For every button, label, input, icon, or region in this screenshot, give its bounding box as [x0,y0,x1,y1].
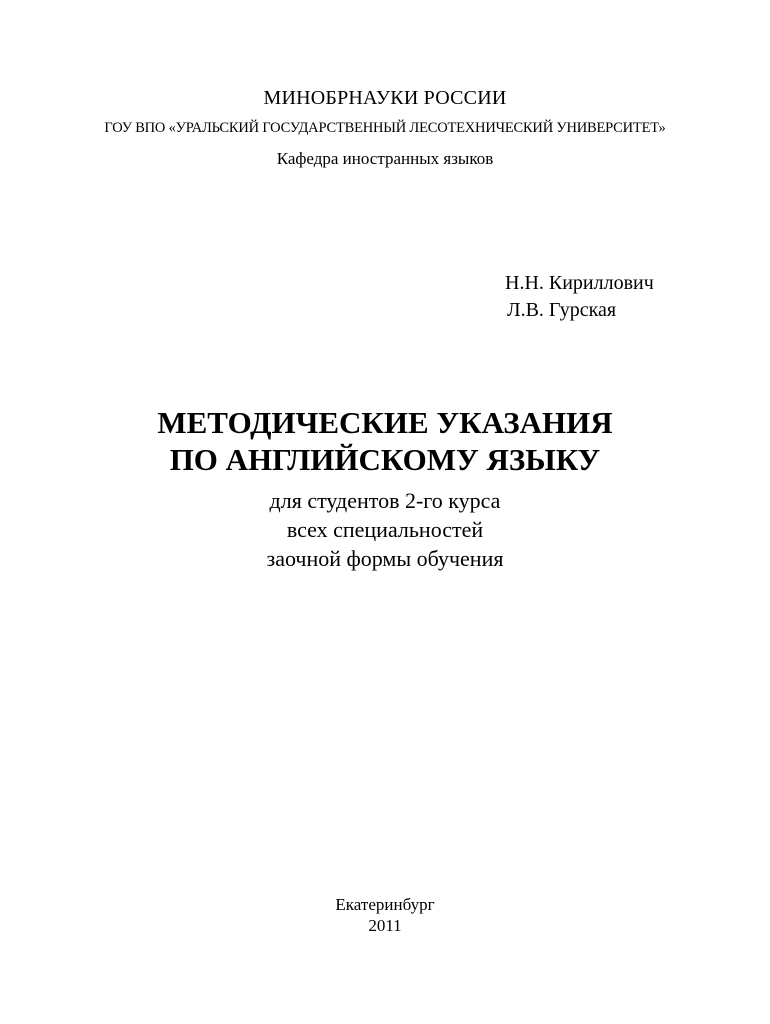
subtitle-line-3: заочной формы обучения [266,546,504,571]
author-gurskaya: Л.В. Гурская [507,299,617,321]
department-name: Кафедра иностранных языков [276,149,494,168]
title-line-1: МЕТОДИЧЕСКИЕ УКАЗАНИЯ [157,405,613,440]
university-name: ГОУ ВПО «УРАЛЬСКИЙ ГОСУДАРСТВЕННЫЙ ЛЕСОТЕХНИЧЕСКИЙ УНИВЕРСИТЕТ» [104,120,666,136]
publication-year: 2011 [368,916,402,935]
publication-city: Екатеринбург [335,895,435,914]
subtitle-line-1: для студентов 2-го курса [269,488,501,513]
document-subtitle [0,486,770,573]
document-title [0,404,770,478]
subtitle-line-2: всех специальностей [286,517,484,542]
ministry-name: МИНОБРНАУКИ РОССИИ [263,87,507,109]
title-line-2: ПО АНГЛИЙСКОМУ ЯЗЫКУ [169,442,601,477]
author-kirillovich: Н.Н. Кириллович [505,272,654,294]
authors-block [505,270,654,324]
